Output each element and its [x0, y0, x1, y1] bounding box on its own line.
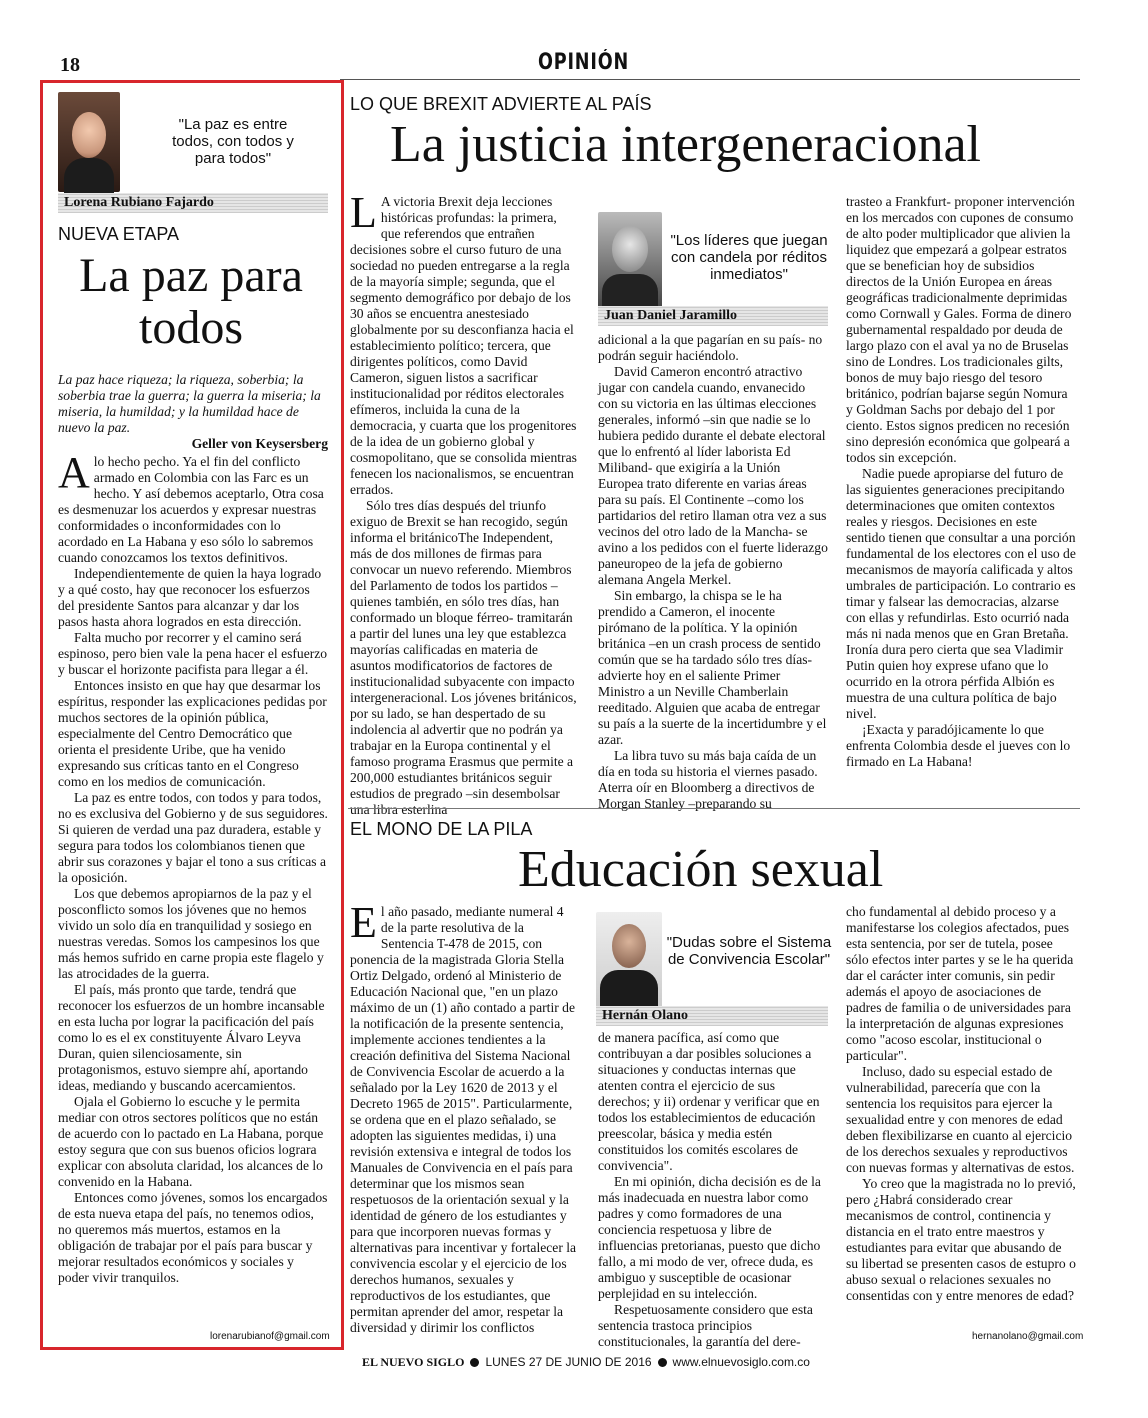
footer-paper: EL NUEVO SIGLO	[362, 1355, 465, 1369]
author-photo-juan	[598, 212, 662, 308]
educacion-column-2: de manera pacífica, así como que contribuyan a dar posibles soluciones a situaciones y conductas internas que atenten contra el ejercicio de sus derechos; y ii) ordenar y verificar que en todos los establecimientos de educación preescolar, básica y media estén constituidos los comités escolares de convivencia". En mi opinión, dicha decisión es de la más inadecuada en nuestra labor como padres y como formadores de una conciencia respetuosa y libre de influencias pretorianas, puesto que dicho fallo, a mi modo de ver, ofrece duda, es ambiguo y susceptible de ocasionar perplejidad en su intelección. Respetuosamente considero que esta sentencia trastoca principios constitucionales, la garantía del dere-	[598, 1030, 821, 1349]
page-footer	[362, 1355, 810, 1370]
author-email: lorenarubianof@gmail.com	[210, 1331, 330, 1342]
educacion-column-3: cho fundamental al debido proceso y a manifestarse los colegios afectados, pues esta sentencia, por ser de tutela, posee sólo efectos inter partes y se le ha querida dar el carácter inter comunis, sin pedir además el apoyo de asociaciones de padres de familia o de universidades para la interpretación de algunas expresiones como "acoso escolar, institucional o particular". Incluso, dado su especial estado de vulnerabilidad, parecería que con la sentencia los requisitos para ejercer la sexualidad entre y con menores de edad deben flexibilizarse en cuanto al ejercicio de los derechos sexuales y reproductivos con nuevas formas y alternativas de estos. Yo creo que la magistrada no lo previó, pero ¿Habrá considerado crear mecanismos de control, continencia y distancia en el trato entre maestros y estudiantes para evitar que abusando de su libertad se presenten casos de estupro o abuso sexual o relaciones sexuales no consentidas con y entre menores de edad?	[846, 904, 1076, 1303]
educacion-kicker: EL MONO DE LA PILA	[350, 819, 533, 839]
brexit-column-2: adicional a la que pagarían en su país- no podrán seguir haciéndolo. David Cameron encontró atractivo jugar con candela cuando, envanecido con su victoria en las últimas elecciones generales, informó –sin que nadie se lo hubiera pedido durante el debate electoral que lo enfrentó al líder laborista Ed Miliband- que exigiría a la Unión Europea trato diferente en varias áreas para su país. El Continente –como los partidarios del retiro llaman otra vez a sus vecinos del otro lado de la Mancha- se avino a los pedidos con el fuerte liderazgo paneuropeo de la jefa de gobierno alemana Angela Merkel. Sin embargo, la chispa se le ha prendido a Cameron, el inocente pirómano de la política. Y la opinión británica –en un crash process de sentido común que se ha tardado sólo tres días- advierte hoy en el saliente Primer Ministro a un Neville Chamberlain reeditado. Alguien que acaba de entregar su país a la suerte de la incertidumbre y el azar. La libra tuvo su más baja caída de un día en toda su historia el viernes pasado. Aterra oír en Bloomberg a directivos de Morgan Stanley –preparando su	[598, 332, 828, 811]
epigraph-author: Geller von Keysersberg	[191, 436, 328, 451]
educacion-email: hernanolano@gmail.com	[972, 1331, 1084, 1342]
educacion-quote: "Dudas sobre el Sistema de Convivencia Escolar"	[666, 934, 832, 968]
article-kicker: NUEVA ETAPA	[58, 224, 180, 244]
author-photo-hernan	[596, 912, 662, 1008]
article-body-left: A lo hecho pecho. Ya el fin del conflicto armado en Colombia con las Farc es un hecho. Y así debemos aceptarlo, Otra cosa es desmenuzar los acuerdos y expresar nuestras conformidades o inconformidades con lo acordado en La Habana y eso sólo lo sabremos cuando conozcamos los textos definitivos. Independientemente de quien la haya logrado y a qué costo, hay que reconocer los esfuerzos del presidente Santos para alcanzar y dar los pasos hasta ahora logrados en esta dirección. Falta mucho por recorrer y el camino será espinoso, pero bien vale la pena hacer el esfuerzo y buscar el horizonte pacifista para llegar a él. Entonces insisto en que hay que desarmar los espíritus, responder las explicaciones pedidas por muchos sectores de la opinión pública, especialmente del Centro Democrático que orienta el presidente Uribe, que ha venido expresando sus críticas tanto en el Congreso como en los medios de comunicación. La paz es entre todos, con todos y para todos, no es exclusiva del Gobierno y de sus seguidores. Si quieren de verdad una paz duradera, estable y segura para todos los colombianos tienen que abrir sus corazones y bajar el tono a sus críticas a la oposición. Los que debemos apropiarnos de la paz y el posconflicto somos los jóvenes que no hemos vivido un solo día en tranquilidad y sosiego en nuestras veredas. Somos los campesinos los que más hemos sufrido en carne propia este flagelo y las atrocidades de la guerra. El país, más pronto que tarde, tendrá que reconocer los esfuerzos de un hombre incansable en esta lucha por lograr la pacificación del país como lo es el ex constituyente Álvaro Leyva Duran, quien silenciosamente, sin protagonismos, estuvo siempre ahí, aportando ideas, mediando y buscando acercamientos. Ojala el Gobierno lo escuche y le permita mediar con otros sectores políticos que no están de acuerdo con lo pactado en La Habana, porque estoy segura que con sus buenos oficios lograra explicar con absoluta claridad, los alcances de lo convenido en la Habana. Entonces como jóvenes, somos los encargados de esta nueva etapa del país, no tenemos odios, no queremos más muertos, estamos en la obligación de trabajar por el país para buscar y mejorar resultados económicos y sociales y poder vivir tranquilos.	[58, 448, 328, 1285]
page-number: 18	[60, 54, 80, 76]
article-title: La paz para todos	[79, 249, 303, 354]
footer-url[interactable]: www.elnuevosiglo.com.co	[672, 1355, 810, 1369]
brexit-column-1: L A victoria Brexit deja lecciones históricas profundas: la primera, que referendos que entrañen decisiones sobre el curso futuro de una sociedad no pueden entregarse a la regla de la mayoría simple; segunda, que el segmento demográfico por debajo de los 30 años se encuentra anestesiado globalmente por su desconfianza hacia el establecimiento político; tercera, que dirigentes políticos, como David Cameron, siguen listos a sacrificar institucionalidad por réditos electorales efímeros, incluida la cuna de la democracia, y cuarta que los progenitores de la idea de un gobierno global y cosmopolitano, que se consolida mientras fenecen los nacionalismos, se encuentran errados. Sólo tres días después del triunfo exiguo de Brexit se han recogido, según informa el británicoThe Independent, más de dos millones de firmas para convocar un nuevo referendo. Miembros del Parlamento de todos los partidos –quienes también, en sólo tres días, han conformado un bloque férreo- tramitarán a partir del lunes una ley que establezca mayorías calificadas en materia de asuntos modificatorios de factores de institucionalidad subyacente con impacto intergeneracional. Los jóvenes británicos, por su lado, se han despertado de su indolencia al advertir que no podrán ya trabajar en la Europa continental y el famoso programa Erasmus que permite a 200,000 estudiantes británicos seguir estudios de pregrado –sin desembolsar una libra esterlina	[350, 188, 577, 817]
author-photo-lorena	[58, 92, 120, 192]
epigraph: La paz hace riqueza; la riqueza, soberbia; la soberbia trae la guerra; la guerra la miseria; la miseria, la humildad; y la humildad hace de nuevo la paz.	[58, 372, 321, 435]
author-name: Lorena Rubiano Fajardo	[58, 193, 328, 213]
dropcap: A	[58, 448, 90, 497]
footer-date: LUNES 27 DE JUNIO DE 2016	[485, 1355, 652, 1369]
header-rule	[340, 79, 1080, 80]
section-divider	[348, 808, 1080, 809]
author-quote: "La paz es entre todos, con todos y para todos"	[172, 116, 294, 167]
brexit-title: La justicia intergeneracional	[390, 116, 981, 173]
section-title: OPINIÓN	[538, 50, 629, 75]
educacion-title: Educación sexual	[518, 841, 884, 898]
brexit-kicker: LO QUE BREXIT ADVIERTE AL PAÍS	[350, 94, 652, 114]
educacion-author: Hernán Olano	[596, 1006, 828, 1026]
brexit-quote: "Los líderes que juegan con candela por réditos inmediatos"	[670, 232, 828, 283]
brexit-column-3: trasteo a Frankfurt- proponer intervención en los mercados con cupones de consumo de alto poder multiplicador que alivien la liquidez que empezará a golpear estratos que se benefician hoy de subsidios directos de la Unión Europea en áreas geográficas tradicionalmente deprimidas como Cornwall y Gales. Forma de dinero gubernamental respaldado por deuda de largo plazo con el aval ya no de Bruselas sino de Londres. Los tradicionales gilts, bonos de muy bajo riesgo del tesoro británico, podrían bajarse según Nomura y Goldman Sachs por debajo del 1 por ciento. Estos signos predicen no recesión sino depresión económica que golpeará a todos sin excepción. Nadie puede apropiarse del futuro de las siguientes generaciones precipitando determinaciones que omiten contextos reales y riesgos. Decisiones en este sentido tienen que consultar a una porción fundamental de los electores con el uso de mecanismos de mayoría calificada y altos umbrales de participación. Lo contrario es timar y falsear las democracias, alzarse con ellas y refundirlas. Esto ocurrió nada más ni nada menos que en Gran Bretaña. Ironía dura pero cierta que sea Vladimir Putin quien hoy exprese ufano que lo ocurrido en la otrora pérfida Albión es muestra de una cultura política de bajo nivel. ¡Exacta y paradójicamente lo que enfrenta Colombia desde el jueves con lo firmado en La Habana!	[846, 194, 1076, 769]
educacion-column-1: E l año pasado, mediante numeral 4 de la parte resolutiva de la Sentencia T-478 de 2015, con ponencia de la magistrada Gloria Stella Ortiz Delgado, ordenó al Ministerio de Educación Nacional que, "en un plazo máximo de un (1) año contado a partir de la notificación de la presente sentencia, implemente acciones tendientes a la creación definitiva del Sistema Nacional de Convivencia Escolar de acuerdo a la señalado por la Ley 1620 de 2013 y el Decreto 1965 de 2015". Particularmente, se ordena que en el plazo señalado, se adopten las siguientes medidas, i) una revisión extensiva e integral de todos los Manuales de Convivencia en el país para determinar que los mismos sean respetuosos de la orientación sexual y la identidad de género de los estudiantes y para que incorporen nuevas formas y alternativas para incentivar y fortalecer la convivencia escolar y el ejercicio de los derechos humanos, sexuales y reproductivos de los estudiantes, que permitan aprender del amor, respetar la diversidad y dirimir los conflictos	[350, 898, 577, 1335]
brexit-author: Juan Daniel Jaramillo	[598, 306, 828, 326]
